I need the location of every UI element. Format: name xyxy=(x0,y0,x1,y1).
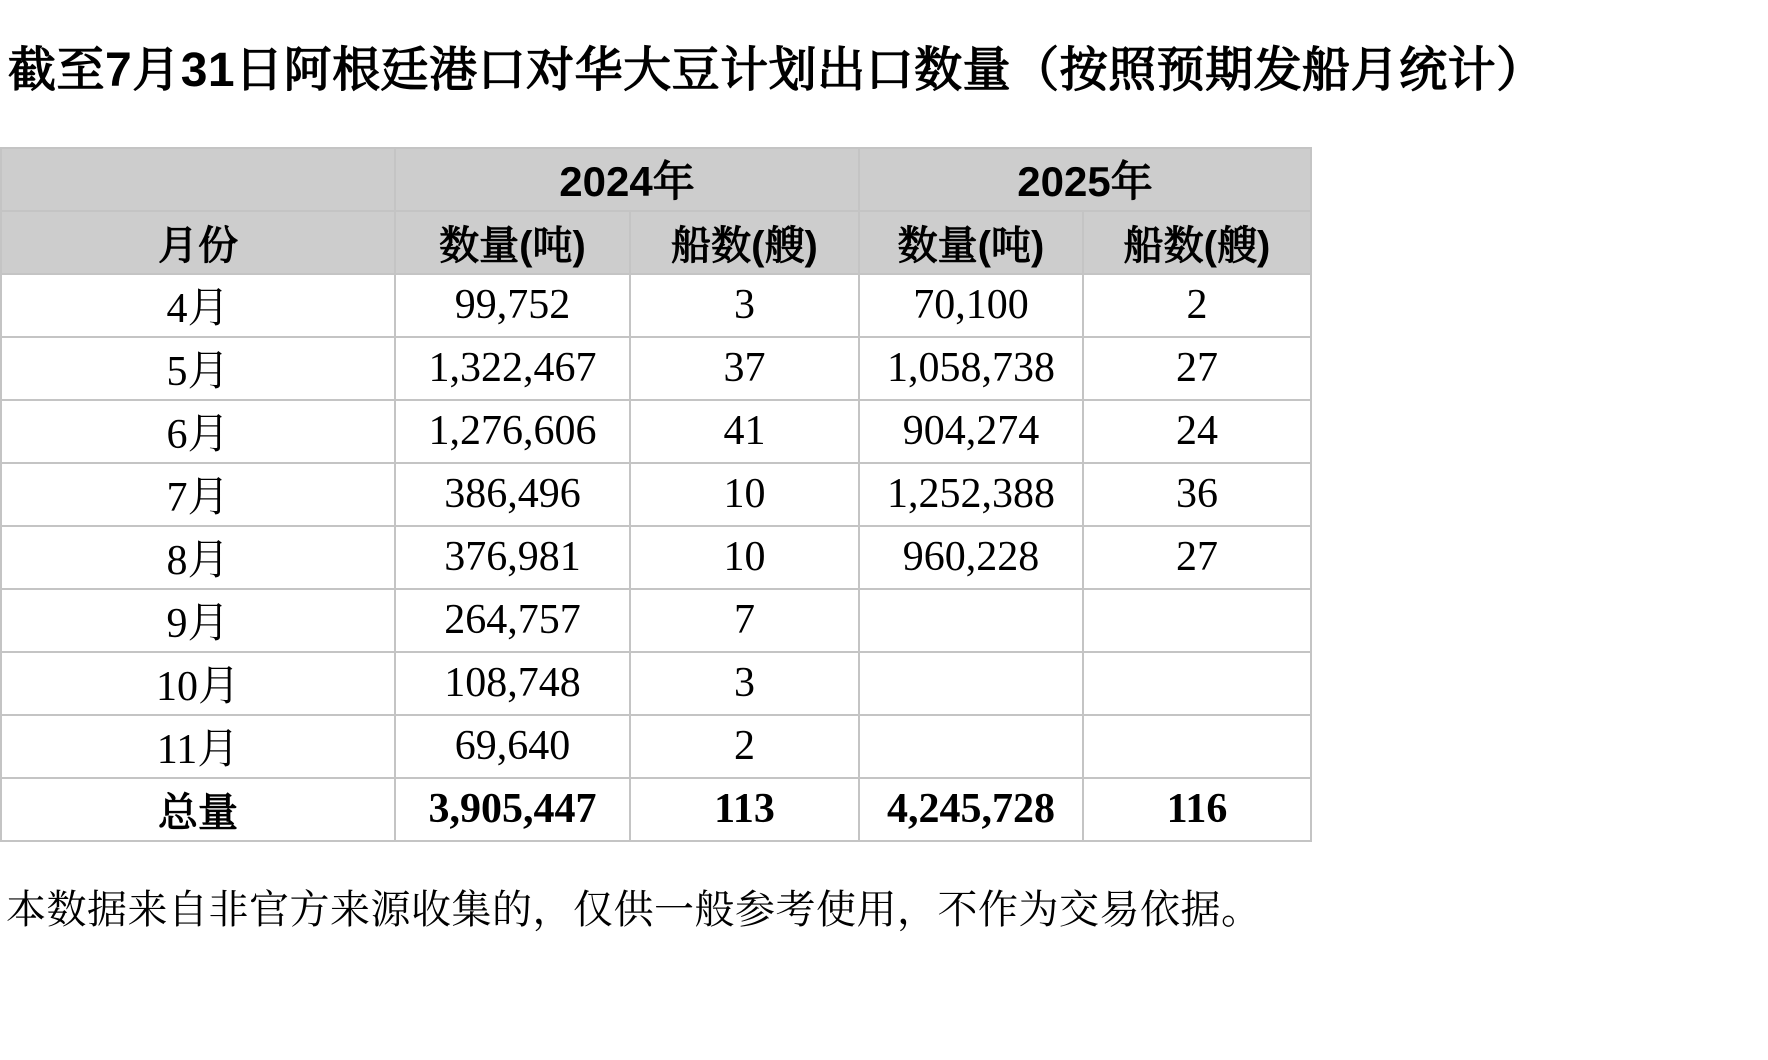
page-title: 截至7月31日阿根廷港口对华大豆计划出口数量（按照预期发船月统计） xyxy=(8,44,1545,97)
month-cell: 4月 xyxy=(1,274,395,337)
ships-2025-cell: 24 xyxy=(1083,400,1311,463)
month-cell: 9月 xyxy=(1,589,395,652)
total-row xyxy=(1,778,1311,841)
ships-2024-cell: 2 xyxy=(630,715,859,778)
ships-2024-cell: 3 xyxy=(630,274,859,337)
footnote: 本数据来自非官方来源收集的，仅供一般参考使用，不作为交易依据。 xyxy=(6,887,1262,932)
month-cell: 总量 xyxy=(1,778,395,841)
ships-2024-cell: 10 xyxy=(630,526,859,589)
qty-2024-cell: 1,322,467 xyxy=(395,337,630,400)
ships-2025-cell: 36 xyxy=(1083,463,1311,526)
qty-2025-cell: 70,100 xyxy=(859,274,1083,337)
qty-2024-cell: 69,640 xyxy=(395,715,630,778)
ships-2025-cell: 27 xyxy=(1083,526,1311,589)
qty-2025-cell: 1,058,738 xyxy=(859,337,1083,400)
table-row xyxy=(1,652,1311,715)
month-column-header: 月份 xyxy=(1,211,395,274)
qty-2024-cell: 264,757 xyxy=(395,589,630,652)
ships-2024-cell: 7 xyxy=(630,589,859,652)
qty-2024-cell: 99,752 xyxy=(395,274,630,337)
month-cell: 8月 xyxy=(1,526,395,589)
ships-column-header-2025: 船数(艘) xyxy=(1083,211,1311,274)
ships-2024-cell: 37 xyxy=(630,337,859,400)
qty-2025-cell: 904,274 xyxy=(859,400,1083,463)
qty-2024-cell: 3,905,447 xyxy=(395,778,630,841)
table-row xyxy=(1,337,1311,400)
year-header-row xyxy=(1,148,1311,211)
table-row xyxy=(1,589,1311,652)
year-header-2025: 2025年 xyxy=(859,148,1311,211)
table-row xyxy=(1,715,1311,778)
table-row xyxy=(1,463,1311,526)
qty-2024-cell: 386,496 xyxy=(395,463,630,526)
qty-2024-cell: 376,981 xyxy=(395,526,630,589)
ships-2024-cell: 10 xyxy=(630,463,859,526)
month-cell: 6月 xyxy=(1,400,395,463)
ships-2025-cell xyxy=(1083,715,1311,778)
export-table xyxy=(0,147,1312,842)
table-row xyxy=(1,400,1311,463)
column-header-row xyxy=(1,211,1311,274)
qty-2025-cell: 4,245,728 xyxy=(859,778,1083,841)
qty-2025-cell xyxy=(859,652,1083,715)
year-header-2024: 2024年 xyxy=(395,148,859,211)
table-body xyxy=(1,274,1311,841)
qty-2025-cell: 960,228 xyxy=(859,526,1083,589)
ships-2025-cell: 2 xyxy=(1083,274,1311,337)
qty-2025-cell xyxy=(859,589,1083,652)
ships-2025-cell xyxy=(1083,589,1311,652)
qty-column-header-2024: 数量(吨) xyxy=(395,211,630,274)
ships-2024-cell: 41 xyxy=(630,400,859,463)
month-cell: 10月 xyxy=(1,652,395,715)
ships-2025-cell: 27 xyxy=(1083,337,1311,400)
qty-2025-cell xyxy=(859,715,1083,778)
month-cell: 11月 xyxy=(1,715,395,778)
ships-2024-cell: 113 xyxy=(630,778,859,841)
qty-column-header-2025: 数量(吨) xyxy=(859,211,1083,274)
table-row xyxy=(1,274,1311,337)
ships-2025-cell xyxy=(1083,652,1311,715)
ships-2025-cell: 116 xyxy=(1083,778,1311,841)
month-cell: 5月 xyxy=(1,337,395,400)
qty-2025-cell: 1,252,388 xyxy=(859,463,1083,526)
qty-2024-cell: 1,276,606 xyxy=(395,400,630,463)
table-header xyxy=(1,148,1311,274)
month-cell: 7月 xyxy=(1,463,395,526)
blank-header-cell xyxy=(1,148,395,211)
page xyxy=(0,42,1768,935)
qty-2024-cell: 108,748 xyxy=(395,652,630,715)
ships-column-header-2024: 船数(艘) xyxy=(630,211,859,274)
ships-2024-cell: 3 xyxy=(630,652,859,715)
table-row xyxy=(1,526,1311,589)
